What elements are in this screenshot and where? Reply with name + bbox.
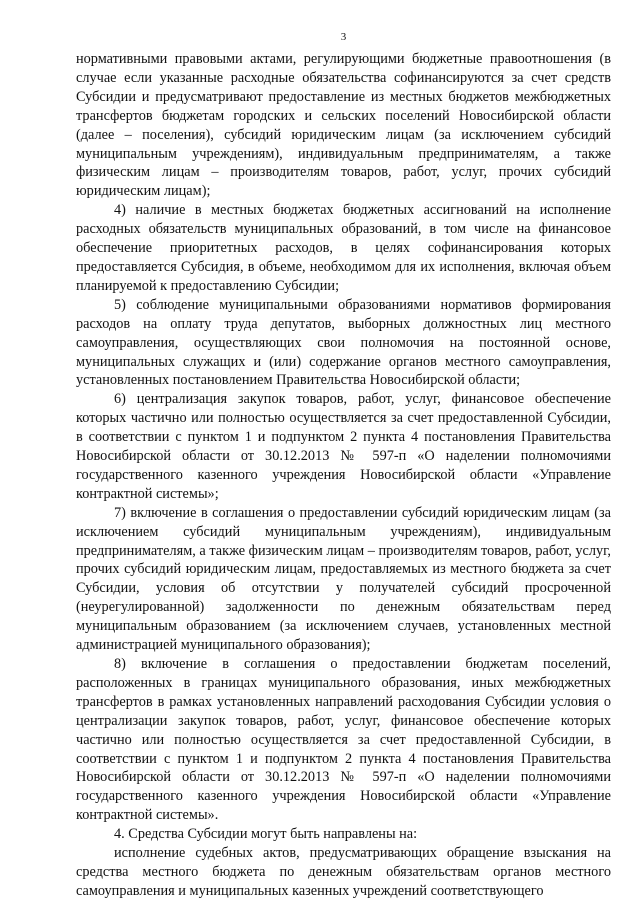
paragraph-item-4: 4) наличие в местных бюджетах бюджетных ассигнований на исполнение расходных обязательств муниципальных образований, в том числе на финансовое обеспечение приоритетных расходов, в целях софинансирования которых предоставляется Субсидия, в объеме, необходимом для их исполнения, включая объем планируемой к предоставлению Субсидии; <box>76 202 611 294</box>
page-number: 3 <box>340 31 347 43</box>
paragraph-item-7: 7) включение в соглашения о предоставлении субсидий юридическим лицам (за исключением субсидий муниципальным учреждениям), индивидуальным предпринимателям, а также физическим лицам – производителям товаров, работ, услуг, прочих субсидий юридическим лицам, предоставляемых из местного бюджета за счет Субсидии, условия об отсутствии у получателей субсидий просроченной (неурегулированной) задолженности по денежным обязательствам перед муниципальным образованием (за исключением случаев, установленных местной администрацией муниципального образования); <box>76 504 611 654</box>
document-body <box>76 50 611 901</box>
paragraph-item-8: 8) включение в соглашения о предоставлении бюджетам поселений, расположенных в границах муниципального образования, иных межбюджетных трансфертов в рамках установленных направлений расходования Субсидии условия о централизации закупок товаров, работ, услуг, финансовое обеспечение которых частично или полностью осуществляется за счет предоставленной Субсидии, в соответствии с пунктом 1 и подпунктом 2 пункта 4 постановления Правительства Новосибирской области от 30.12.2013 № 597-п «О наделении полномочиями государственного казенного учреждения Новосибирской области «Управление контрактной системы». <box>76 656 611 824</box>
paragraph-continuation: нормативными правовыми актами, регулирующими бюджетные правоотношения (в случае если указанные расходные обязательства софинансируются за счет средств Субсидии и предусматривают предоставление из местных бюджетов межбюджетных трансфертов бюджетам городских и сельских поселений Новосибирской области (далее – поселения), субсидий юридическим лицам (за исключением субсидий муниципальным учреждениям), индивидуальным предпринимателям, а также физическим лицам – производителям товаров, работ, услуг, прочих субсидий юридическим лицам); <box>76 51 611 200</box>
paragraph-item-5: 5) соблюдение муниципальными образованиями нормативов формирования расходов на оплату труда депутатов, выборных должностных лиц местного самоуправления, осуществляющих свои полномочия на постоянной основе, муниципальных служащих и (или) содержание органов местного самоуправления, установленных постановлением Правительства Новосибирской области; <box>76 296 611 389</box>
document-page <box>76 30 611 901</box>
paragraph-item-6: 6) централизация закупок товаров, работ, услуг, финансовое обеспечение которых частично или полностью осуществляется за счет предоставленной Субсидии, в соответствии с пунктом 1 и подпунктом 2 пункта 4 постановления Правительства Новосибирской области от 30.12.2013 № 597-п «О наделении полномочиями государственного казенного учреждения Новосибирской области «Управление контрактной системы»; <box>76 391 611 502</box>
paragraph-section-4: 4. Средства Субсидии могут быть направлены на: <box>114 826 418 843</box>
paragraph-section-4-item: исполнение судебных актов, предусматривающих обращение взыскания на средства местного бюджета по денежным обязательствам органов местного самоуправления и муниципальных казенных учреждений соответствующего <box>76 845 611 899</box>
